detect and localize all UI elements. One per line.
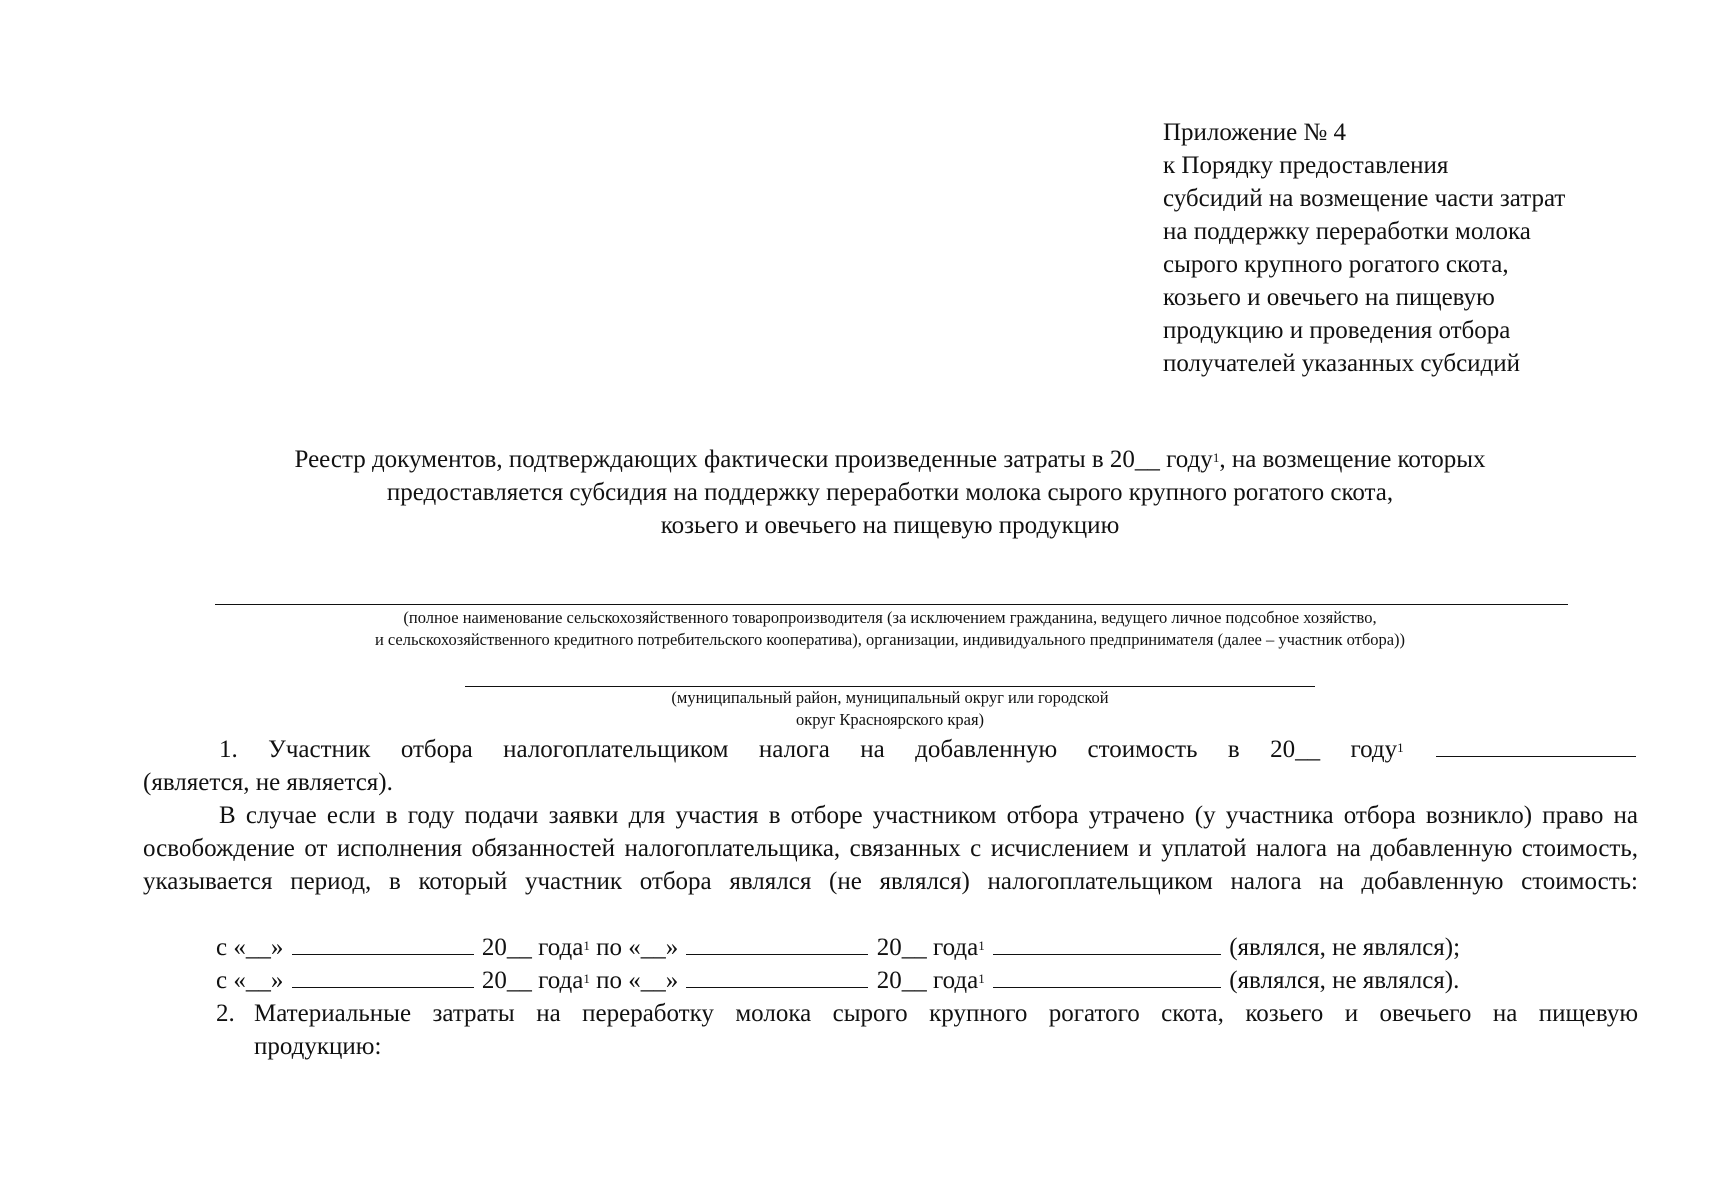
caption-line: (полное наименование сельскохозяйственного товаропроизводителя (за исключением гражданина, ведущего личное подсобное хозяйство, — [403, 608, 1377, 627]
title-line-1: Реестр документов, подтверждающих фактически произведенные затраты в 20__ году — [294, 446, 1213, 473]
document-title — [140, 443, 1640, 542]
period-year-word: года — [932, 967, 979, 994]
caption-line: и сельскохозяйственного кредитного потребительского кооператива), организации, индивидуального предпринимателя (далее – участник отбора)) — [374, 630, 1406, 649]
item-2-number: 2. — [216, 1000, 235, 1027]
period-year: 20__ — [876, 967, 927, 994]
period-status-field[interactable] — [993, 954, 1221, 955]
period-from-month-field[interactable] — [292, 954, 474, 955]
participant-name-caption — [140, 607, 1640, 651]
appendix-line: на поддержку переработки молока — [1163, 218, 1531, 245]
item-2-continuation: продукцию: — [254, 1033, 382, 1060]
period-status-options: (являлся, не являлся); — [1229, 934, 1461, 961]
item-1 — [143, 733, 1638, 799]
caption-line: округ Красноярского края) — [795, 710, 985, 729]
appendix-line: к Порядку предоставления — [1163, 152, 1449, 179]
appendix-line: субсидий на возмещение части затрат — [1163, 185, 1566, 212]
period-status-options: (являлся, не являлся). — [1229, 967, 1460, 994]
appendix-line: продукцию и проведения отбора — [1163, 317, 1511, 344]
item-2-text: Материальные затраты на переработку молока сырого крупного рогатого скота, козьего и овечьего на пищевую — [254, 1000, 1638, 1027]
period-to-month-field[interactable] — [686, 987, 868, 988]
period-year-word: года — [538, 967, 584, 994]
appendix-header — [1163, 116, 1565, 380]
period-from: с «__» — [216, 934, 284, 961]
vat-period-paragraph: В случае если в году подачи заявки для участия в отборе участником отбора утрачено (у участника отбора возникло) право на освобождение от исполнения обязанностей налогоплательщика, связанных с исчислением и уплатой налога на добавленную стоимость, указывается период, в который участник отбора являлся (не являлся) налогоплательщиком налога на добавленную стоимость: — [143, 802, 1638, 895]
period-from: с «__» — [216, 967, 284, 994]
footnote-marker: 1 — [978, 971, 985, 986]
period-year: 20__ — [481, 934, 532, 961]
title-line-3: козьего и овечьего на пищевую продукцию — [660, 512, 1120, 539]
period-year: 20__ — [481, 967, 532, 994]
participant-name-field[interactable] — [215, 604, 1568, 605]
period-year-word: года — [932, 934, 979, 961]
period-row-2 — [216, 964, 1459, 997]
item-1-text: 1. Участник отбора налогоплательщиком налога на добавленную стоимость в 20__ году — [219, 736, 1398, 763]
title-line-2: предоставляется субсидия на поддержку переработки молока сырого крупного рогатого скота, — [386, 479, 1394, 506]
appendix-line: получателей указанных субсидий — [1163, 350, 1521, 377]
appendix-line: козьего и овечьего на пищевую — [1163, 284, 1495, 311]
period-to: по «__» — [596, 934, 679, 961]
period-row-1 — [216, 931, 1460, 964]
municipality-caption — [465, 687, 1315, 731]
period-to: по «__» — [596, 967, 679, 994]
footnote-marker: 1 — [583, 971, 590, 986]
item-2 — [216, 997, 1638, 1063]
footnote-marker: 1 — [1212, 450, 1220, 465]
appendix-line: сырого крупного рогатого скота, — [1163, 251, 1509, 278]
vat-status-field[interactable] — [1436, 756, 1636, 757]
period-to-month-field[interactable] — [686, 954, 868, 955]
item-1-line — [143, 733, 1638, 766]
period-from-month-field[interactable] — [292, 987, 474, 988]
item-1-continuation: (является, не является). — [143, 769, 393, 796]
footnote-marker: 1 — [583, 938, 590, 953]
period-year-word: года — [538, 934, 584, 961]
footnote-marker: 1 — [1397, 740, 1404, 755]
appendix-line: Приложение № 4 — [1163, 119, 1347, 146]
period-status-field[interactable] — [993, 987, 1221, 988]
caption-line: (муниципальный район, муниципальный округ или городской — [671, 688, 1109, 707]
footnote-marker: 1 — [978, 938, 985, 953]
title-line-1-end: , на возмещение которых — [1219, 446, 1486, 473]
period-year: 20__ — [876, 934, 927, 961]
